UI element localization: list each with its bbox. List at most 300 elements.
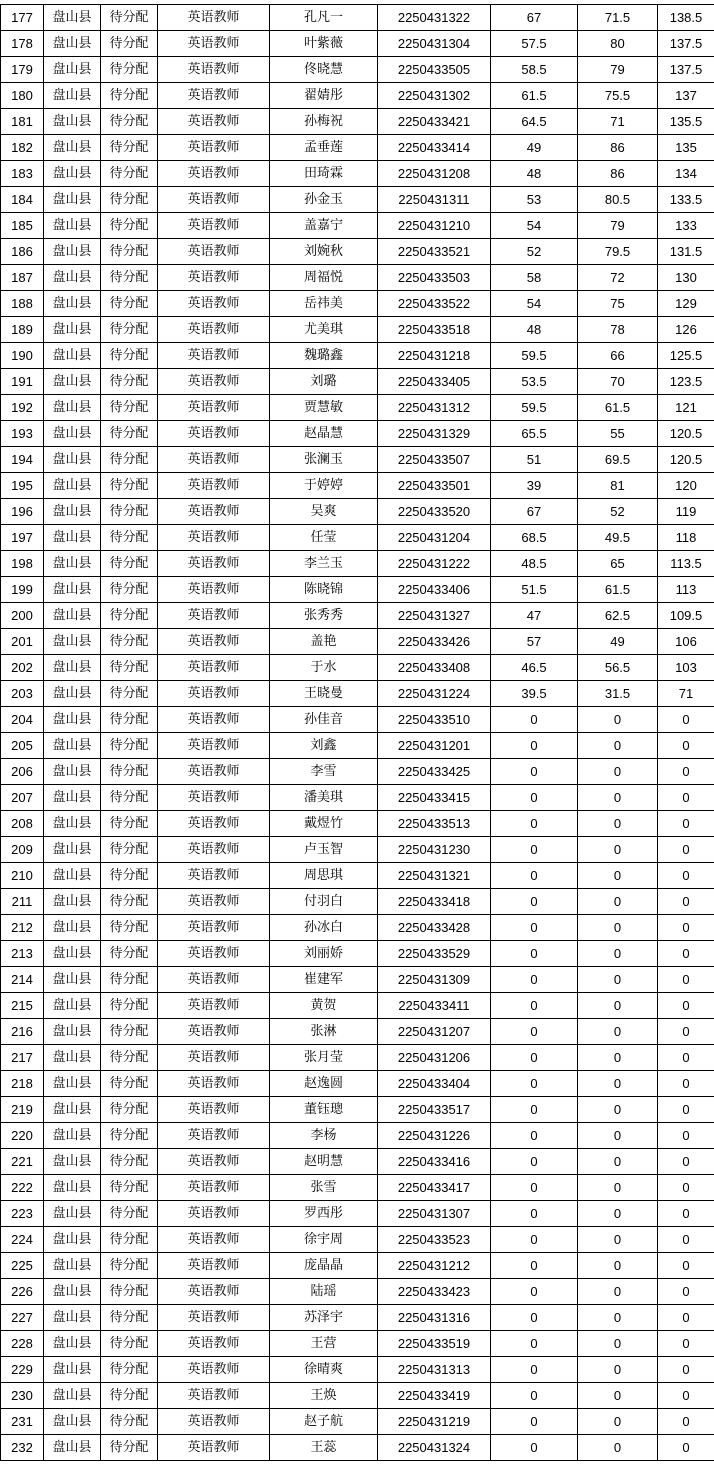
row-index-cell: 182: [1, 135, 44, 161]
position-cell: 英语教师: [158, 759, 270, 785]
exam-id-cell: 2250431219: [378, 1409, 491, 1435]
table-row: [1, 291, 714, 317]
interview-score-cell: 0: [578, 837, 658, 863]
total-score-cell: 0: [658, 941, 714, 967]
row-index-cell: 224: [1, 1227, 44, 1253]
score-table: [0, 4, 714, 1461]
assignment-status-cell: 待分配: [101, 1019, 158, 1045]
position-cell: 英语教师: [158, 1045, 270, 1071]
interview-score-cell: 0: [578, 1409, 658, 1435]
row-index-cell: 231: [1, 1409, 44, 1435]
assignment-status-cell: 待分配: [101, 499, 158, 525]
exam-id-cell: 2250431201: [378, 733, 491, 759]
county-cell: 盘山县: [44, 109, 101, 135]
written-score-cell: 0: [491, 1019, 578, 1045]
row-index-cell: 181: [1, 109, 44, 135]
total-score-cell: 135.5: [658, 109, 714, 135]
row-index-cell: 215: [1, 993, 44, 1019]
candidate-name-cell: 李兰玉: [270, 551, 378, 577]
position-cell: 英语教师: [158, 109, 270, 135]
interview-score-cell: 79: [578, 213, 658, 239]
position-cell: 英语教师: [158, 317, 270, 343]
candidate-name-cell: 王营: [270, 1331, 378, 1357]
total-score-cell: 130: [658, 265, 714, 291]
exam-id-cell: 2250433405: [378, 369, 491, 395]
written-score-cell: 53.5: [491, 369, 578, 395]
table-row: [1, 915, 714, 941]
row-index-cell: 212: [1, 915, 44, 941]
assignment-status-cell: 待分配: [101, 733, 158, 759]
written-score-cell: 58: [491, 265, 578, 291]
row-index-cell: 202: [1, 655, 44, 681]
row-index-cell: 178: [1, 31, 44, 57]
row-index-cell: 220: [1, 1123, 44, 1149]
exam-id-cell: 2250431309: [378, 967, 491, 993]
written-score-cell: 39: [491, 473, 578, 499]
assignment-status-cell: 待分配: [101, 863, 158, 889]
written-score-cell: 0: [491, 1253, 578, 1279]
total-score-cell: 0: [658, 1097, 714, 1123]
position-cell: 英语教师: [158, 447, 270, 473]
interview-score-cell: 0: [578, 1279, 658, 1305]
county-cell: 盘山县: [44, 603, 101, 629]
table-row: [1, 1019, 714, 1045]
row-index-cell: 207: [1, 785, 44, 811]
county-cell: 盘山县: [44, 265, 101, 291]
candidate-name-cell: 任莹: [270, 525, 378, 551]
exam-id-cell: 2250433414: [378, 135, 491, 161]
interview-score-cell: 0: [578, 1227, 658, 1253]
table-row: [1, 655, 714, 681]
written-score-cell: 54: [491, 291, 578, 317]
position-cell: 英语教师: [158, 837, 270, 863]
table-row: [1, 551, 714, 577]
county-cell: 盘山县: [44, 1409, 101, 1435]
row-index-cell: 228: [1, 1331, 44, 1357]
assignment-status-cell: 待分配: [101, 889, 158, 915]
candidate-name-cell: 陈晓锦: [270, 577, 378, 603]
candidate-name-cell: 黄贺: [270, 993, 378, 1019]
interview-score-cell: 0: [578, 863, 658, 889]
assignment-status-cell: 待分配: [101, 941, 158, 967]
interview-score-cell: 75: [578, 291, 658, 317]
county-cell: 盘山县: [44, 655, 101, 681]
total-score-cell: 0: [658, 967, 714, 993]
row-index-cell: 209: [1, 837, 44, 863]
written-score-cell: 0: [491, 1409, 578, 1435]
assignment-status-cell: 待分配: [101, 369, 158, 395]
row-index-cell: 227: [1, 1305, 44, 1331]
total-score-cell: 134: [658, 161, 714, 187]
position-cell: 英语教师: [158, 655, 270, 681]
assignment-status-cell: 待分配: [101, 837, 158, 863]
position-cell: 英语教师: [158, 499, 270, 525]
interview-score-cell: 71.5: [578, 5, 658, 31]
total-score-cell: 137.5: [658, 57, 714, 83]
position-cell: 英语教师: [158, 31, 270, 57]
county-cell: 盘山县: [44, 1175, 101, 1201]
assignment-status-cell: 待分配: [101, 187, 158, 213]
total-score-cell: 126: [658, 317, 714, 343]
assignment-status-cell: 待分配: [101, 83, 158, 109]
total-score-cell: 0: [658, 993, 714, 1019]
row-index-cell: 185: [1, 213, 44, 239]
total-score-cell: 0: [658, 863, 714, 889]
interview-score-cell: 78: [578, 317, 658, 343]
exam-id-cell: 2250433522: [378, 291, 491, 317]
table-row: [1, 837, 714, 863]
assignment-status-cell: 待分配: [101, 525, 158, 551]
written-score-cell: 48: [491, 317, 578, 343]
position-cell: 英语教师: [158, 187, 270, 213]
row-index-cell: 189: [1, 317, 44, 343]
interview-score-cell: 0: [578, 1071, 658, 1097]
candidate-name-cell: 尤美琪: [270, 317, 378, 343]
county-cell: 盘山县: [44, 915, 101, 941]
county-cell: 盘山县: [44, 31, 101, 57]
written-score-cell: 49: [491, 135, 578, 161]
county-cell: 盘山县: [44, 1279, 101, 1305]
assignment-status-cell: 待分配: [101, 1357, 158, 1383]
position-cell: 英语教师: [158, 577, 270, 603]
total-score-cell: 0: [658, 837, 714, 863]
exam-id-cell: 2250433510: [378, 707, 491, 733]
interview-score-cell: 75.5: [578, 83, 658, 109]
assignment-status-cell: 待分配: [101, 629, 158, 655]
assignment-status-cell: 待分配: [101, 1097, 158, 1123]
row-index-cell: 218: [1, 1071, 44, 1097]
row-index-cell: 194: [1, 447, 44, 473]
interview-score-cell: 81: [578, 473, 658, 499]
exam-id-cell: 2250433513: [378, 811, 491, 837]
total-score-cell: 0: [658, 1123, 714, 1149]
interview-score-cell: 49.5: [578, 525, 658, 551]
total-score-cell: 120.5: [658, 421, 714, 447]
exam-id-cell: 2250431206: [378, 1045, 491, 1071]
table-row: [1, 1383, 714, 1409]
table-row: [1, 603, 714, 629]
row-index-cell: 210: [1, 863, 44, 889]
interview-score-cell: 0: [578, 1019, 658, 1045]
position-cell: 英语教师: [158, 1305, 270, 1331]
interview-score-cell: 31.5: [578, 681, 658, 707]
interview-score-cell: 0: [578, 1383, 658, 1409]
exam-id-cell: 2250433415: [378, 785, 491, 811]
position-cell: 英语教师: [158, 811, 270, 837]
row-index-cell: 229: [1, 1357, 44, 1383]
exam-id-cell: 2250431313: [378, 1357, 491, 1383]
interview-score-cell: 80.5: [578, 187, 658, 213]
total-score-cell: 103: [658, 655, 714, 681]
written-score-cell: 46.5: [491, 655, 578, 681]
exam-id-cell: 2250433406: [378, 577, 491, 603]
written-score-cell: 53: [491, 187, 578, 213]
row-index-cell: 180: [1, 83, 44, 109]
county-cell: 盘山县: [44, 161, 101, 187]
table-row: [1, 1201, 714, 1227]
written-score-cell: 0: [491, 1175, 578, 1201]
assignment-status-cell: 待分配: [101, 1175, 158, 1201]
total-score-cell: 137.5: [658, 31, 714, 57]
assignment-status-cell: 待分配: [101, 967, 158, 993]
table-row: [1, 733, 714, 759]
table-row: [1, 239, 714, 265]
candidate-name-cell: 田琦霖: [270, 161, 378, 187]
total-score-cell: 0: [658, 785, 714, 811]
exam-id-cell: 2250431322: [378, 5, 491, 31]
interview-score-cell: 0: [578, 915, 658, 941]
table-row: [1, 317, 714, 343]
exam-id-cell: 2250431222: [378, 551, 491, 577]
county-cell: 盘山县: [44, 1331, 101, 1357]
written-score-cell: 61.5: [491, 83, 578, 109]
county-cell: 盘山县: [44, 1357, 101, 1383]
position-cell: 英语教师: [158, 1175, 270, 1201]
written-score-cell: 0: [491, 1071, 578, 1097]
table-row: [1, 1149, 714, 1175]
written-score-cell: 51.5: [491, 577, 578, 603]
position-cell: 英语教师: [158, 1279, 270, 1305]
assignment-status-cell: 待分配: [101, 1149, 158, 1175]
county-cell: 盘山县: [44, 135, 101, 161]
table-row: [1, 941, 714, 967]
county-cell: 盘山县: [44, 187, 101, 213]
written-score-cell: 59.5: [491, 395, 578, 421]
county-cell: 盘山县: [44, 473, 101, 499]
interview-score-cell: 0: [578, 785, 658, 811]
assignment-status-cell: 待分配: [101, 5, 158, 31]
written-score-cell: 0: [491, 863, 578, 889]
position-cell: 英语教师: [158, 863, 270, 889]
assignment-status-cell: 待分配: [101, 551, 158, 577]
total-score-cell: 0: [658, 1279, 714, 1305]
assignment-status-cell: 待分配: [101, 915, 158, 941]
position-cell: 英语教师: [158, 1253, 270, 1279]
county-cell: 盘山县: [44, 57, 101, 83]
total-score-cell: 120: [658, 473, 714, 499]
total-score-cell: 0: [658, 707, 714, 733]
row-index-cell: 198: [1, 551, 44, 577]
interview-score-cell: 69.5: [578, 447, 658, 473]
interview-score-cell: 72: [578, 265, 658, 291]
table-row: [1, 993, 714, 1019]
interview-score-cell: 0: [578, 1435, 658, 1461]
interview-score-cell: 0: [578, 1253, 658, 1279]
position-cell: 英语教师: [158, 915, 270, 941]
written-score-cell: 0: [491, 1331, 578, 1357]
row-index-cell: 232: [1, 1435, 44, 1461]
position-cell: 英语教师: [158, 785, 270, 811]
written-score-cell: 0: [491, 1123, 578, 1149]
row-index-cell: 196: [1, 499, 44, 525]
exam-id-cell: 2250433411: [378, 993, 491, 1019]
exam-id-cell: 2250431311: [378, 187, 491, 213]
candidate-name-cell: 魏璐鑫: [270, 343, 378, 369]
exam-id-cell: 2250431210: [378, 213, 491, 239]
position-cell: 英语教师: [158, 681, 270, 707]
exam-id-cell: 2250431312: [378, 395, 491, 421]
candidate-name-cell: 于水: [270, 655, 378, 681]
candidate-name-cell: 张淋: [270, 1019, 378, 1045]
written-score-cell: 0: [491, 889, 578, 915]
row-index-cell: 225: [1, 1253, 44, 1279]
exam-id-cell: 2250431316: [378, 1305, 491, 1331]
assignment-status-cell: 待分配: [101, 317, 158, 343]
table-row: [1, 31, 714, 57]
row-index-cell: 222: [1, 1175, 44, 1201]
table-row: [1, 811, 714, 837]
candidate-name-cell: 徐晴爽: [270, 1357, 378, 1383]
candidate-name-cell: 庞晶晶: [270, 1253, 378, 1279]
written-score-cell: 0: [491, 1149, 578, 1175]
written-score-cell: 0: [491, 1097, 578, 1123]
county-cell: 盘山县: [44, 317, 101, 343]
written-score-cell: 57.5: [491, 31, 578, 57]
exam-id-cell: 2250433426: [378, 629, 491, 655]
interview-score-cell: 0: [578, 1331, 658, 1357]
row-index-cell: 226: [1, 1279, 44, 1305]
total-score-cell: 0: [658, 1227, 714, 1253]
written-score-cell: 0: [491, 1357, 578, 1383]
written-score-cell: 0: [491, 941, 578, 967]
county-cell: 盘山县: [44, 733, 101, 759]
candidate-name-cell: 孙冰白: [270, 915, 378, 941]
table-row: [1, 447, 714, 473]
candidate-name-cell: 付羽白: [270, 889, 378, 915]
candidate-name-cell: 董钰璁: [270, 1097, 378, 1123]
position-cell: 英语教师: [158, 1331, 270, 1357]
assignment-status-cell: 待分配: [101, 655, 158, 681]
county-cell: 盘山县: [44, 343, 101, 369]
county-cell: 盘山县: [44, 941, 101, 967]
total-score-cell: 121: [658, 395, 714, 421]
written-score-cell: 64.5: [491, 109, 578, 135]
row-index-cell: 221: [1, 1149, 44, 1175]
position-cell: 英语教师: [158, 1357, 270, 1383]
row-index-cell: 188: [1, 291, 44, 317]
total-score-cell: 138.5: [658, 5, 714, 31]
written-score-cell: 0: [491, 733, 578, 759]
exam-id-cell: 2250431204: [378, 525, 491, 551]
table-row: [1, 1045, 714, 1071]
assignment-status-cell: 待分配: [101, 1331, 158, 1357]
county-cell: 盘山县: [44, 1435, 101, 1461]
total-score-cell: 0: [658, 1383, 714, 1409]
written-score-cell: 0: [491, 707, 578, 733]
exam-id-cell: 2250433523: [378, 1227, 491, 1253]
table-row: [1, 83, 714, 109]
table-row: [1, 785, 714, 811]
written-score-cell: 0: [491, 1435, 578, 1461]
total-score-cell: 129: [658, 291, 714, 317]
interview-score-cell: 0: [578, 707, 658, 733]
assignment-status-cell: 待分配: [101, 31, 158, 57]
candidate-name-cell: 刘璐: [270, 369, 378, 395]
exam-id-cell: 2250433421: [378, 109, 491, 135]
exam-id-cell: 2250433419: [378, 1383, 491, 1409]
written-score-cell: 47: [491, 603, 578, 629]
written-score-cell: 59.5: [491, 343, 578, 369]
county-cell: 盘山县: [44, 525, 101, 551]
county-cell: 盘山县: [44, 1305, 101, 1331]
total-score-cell: 118: [658, 525, 714, 551]
candidate-name-cell: 戴煜竹: [270, 811, 378, 837]
position-cell: 英语教师: [158, 369, 270, 395]
assignment-status-cell: 待分配: [101, 57, 158, 83]
table-row: [1, 1253, 714, 1279]
assignment-status-cell: 待分配: [101, 213, 158, 239]
interview-score-cell: 0: [578, 733, 658, 759]
exam-id-cell: 2250433416: [378, 1149, 491, 1175]
county-cell: 盘山县: [44, 499, 101, 525]
position-cell: 英语教师: [158, 525, 270, 551]
written-score-cell: 0: [491, 1279, 578, 1305]
total-score-cell: 0: [658, 889, 714, 915]
table-row: [1, 629, 714, 655]
written-score-cell: 0: [491, 811, 578, 837]
assignment-status-cell: 待分配: [101, 1305, 158, 1331]
interview-score-cell: 0: [578, 1305, 658, 1331]
position-cell: 英语教师: [158, 889, 270, 915]
row-index-cell: 203: [1, 681, 44, 707]
total-score-cell: 123.5: [658, 369, 714, 395]
total-score-cell: 133: [658, 213, 714, 239]
exam-id-cell: 2250433505: [378, 57, 491, 83]
exam-id-cell: 2250431307: [378, 1201, 491, 1227]
position-cell: 英语教师: [158, 551, 270, 577]
written-score-cell: 0: [491, 1227, 578, 1253]
interview-score-cell: 0: [578, 889, 658, 915]
position-cell: 英语教师: [158, 291, 270, 317]
row-index-cell: 223: [1, 1201, 44, 1227]
interview-score-cell: 0: [578, 941, 658, 967]
position-cell: 英语教师: [158, 1071, 270, 1097]
interview-score-cell: 0: [578, 967, 658, 993]
assignment-status-cell: 待分配: [101, 1201, 158, 1227]
written-score-cell: 48: [491, 161, 578, 187]
total-score-cell: 125.5: [658, 343, 714, 369]
exam-id-cell: 2250433517: [378, 1097, 491, 1123]
interview-score-cell: 55: [578, 421, 658, 447]
assignment-status-cell: 待分配: [101, 109, 158, 135]
row-index-cell: 217: [1, 1045, 44, 1071]
interview-score-cell: 49: [578, 629, 658, 655]
county-cell: 盘山县: [44, 759, 101, 785]
candidate-name-cell: 孔凡一: [270, 5, 378, 31]
total-score-cell: 120.5: [658, 447, 714, 473]
assignment-status-cell: 待分配: [101, 707, 158, 733]
candidate-name-cell: 苏泽宇: [270, 1305, 378, 1331]
assignment-status-cell: 待分配: [101, 135, 158, 161]
row-index-cell: 197: [1, 525, 44, 551]
exam-id-cell: 2250431224: [378, 681, 491, 707]
written-score-cell: 65.5: [491, 421, 578, 447]
county-cell: 盘山县: [44, 811, 101, 837]
candidate-name-cell: 孙佳音: [270, 707, 378, 733]
exam-id-cell: 2250431207: [378, 1019, 491, 1045]
assignment-status-cell: 待分配: [101, 291, 158, 317]
interview-score-cell: 86: [578, 161, 658, 187]
candidate-name-cell: 王焕: [270, 1383, 378, 1409]
table-row: [1, 863, 714, 889]
table-row: [1, 889, 714, 915]
candidate-name-cell: 王蕊: [270, 1435, 378, 1461]
county-cell: 盘山县: [44, 551, 101, 577]
candidate-name-cell: 陆瑶: [270, 1279, 378, 1305]
assignment-status-cell: 待分配: [101, 421, 158, 447]
table-row: [1, 707, 714, 733]
written-score-cell: 0: [491, 1383, 578, 1409]
